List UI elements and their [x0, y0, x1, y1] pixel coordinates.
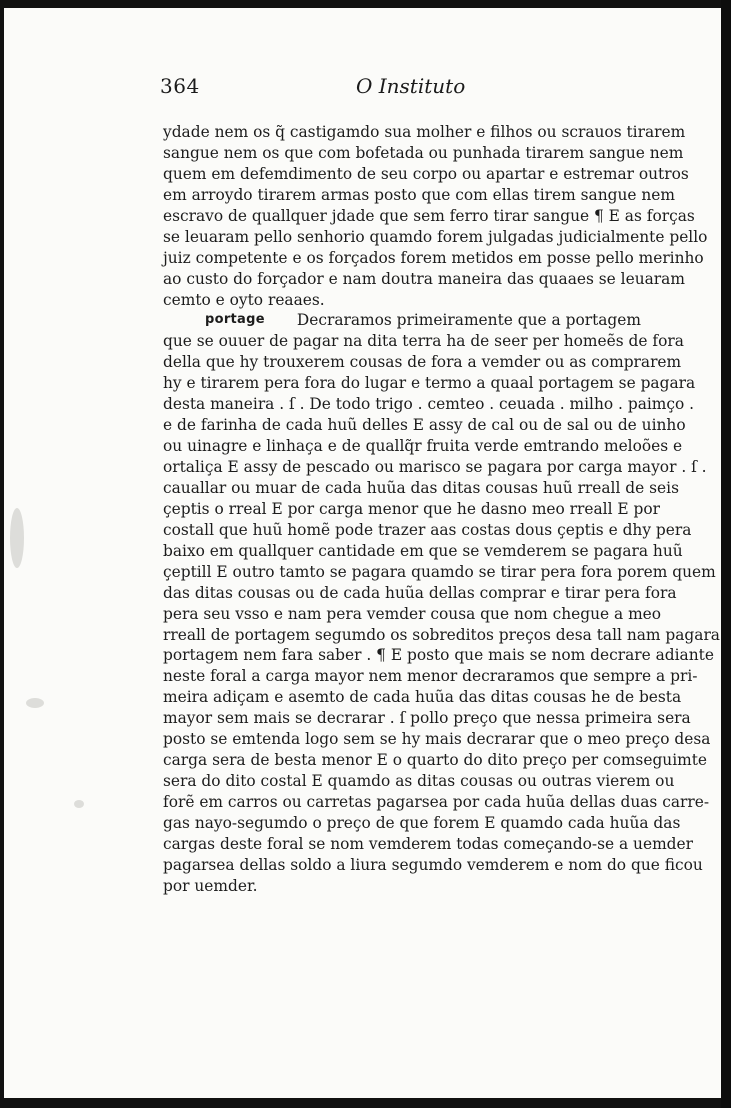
text-line: baixo em quallquer cantidade em que se vemderem se pagara huũ: [163, 541, 683, 560]
text-line: sangue nem os que com bofetada ou punhada tirarem sangue nem: [163, 143, 684, 162]
text-line: mayor sem mais se decrarar . ſ pollo preço que nessa primeira sera: [163, 709, 691, 728]
text-line: ydade nem os q̃ castigamdo sua molher e filhos ou scrauos tirarem: [163, 123, 686, 141]
text-line: e de farinha de cada huũ delles E assy de cal ou de sal ou de uinho: [163, 416, 686, 435]
text-line: çeptill E outro tamto se pagara quamdo se tirar pera fora porem quem: [163, 562, 716, 581]
text-line: posto se emtenda logo sem se hy mais decrarar que o meo preço desa: [163, 730, 711, 749]
text-line: della que hy trouxerem cousas de fora a vemder ou as comprarem: [163, 353, 682, 372]
text-line: juiz competente e os forçados forem metidos em posse pello merinho: [163, 248, 704, 267]
text-line: desta maneira . ſ . De todo trigo . cemteo . ceuada . milho . paimço .: [163, 395, 695, 414]
paper-stain: [10, 508, 24, 568]
text-line: portagem nem fara saber . ¶ E posto que mais se nom decrare adiante: [163, 646, 714, 665]
text-line: se leuaram pello senhorio quamdo forem julgadas judicialmente pello: [163, 227, 708, 246]
marginal-note: portage: [205, 312, 265, 328]
text-line: cargas deste foral se nom vemderem todas começando-se a uemder: [163, 834, 693, 853]
text-line: meira adiçam e asemto de cada huũa das ditas cousas he de besta: [163, 688, 682, 707]
paper-stain: [26, 698, 44, 708]
scan-edge: [721, 0, 731, 1108]
page-number: 364: [160, 74, 200, 98]
text-line: cauallar ou muar de cada huũa das ditas cousas huũ rreall de seis: [163, 478, 679, 497]
text-line: çeptis o rreal E por carga menor que he dasno meo rreall E por: [163, 499, 661, 518]
text-line: ao custo do forçador e nam doutra maneira das quaaes se leuaram: [163, 269, 685, 288]
text-line: ortaliça E assy de pescado ou marisco se pagara por carga mayor . ſ .: [163, 458, 707, 476]
paper-stain: [74, 800, 84, 808]
text-line: rreall de portagem segumdo os sobreditos preços desa tall nam pagara: [163, 625, 720, 644]
text-line: por uemder.: [163, 876, 258, 895]
text-line: hy e tirarem pera fora do lugar e termo a quaal portagem se pagara: [163, 374, 696, 393]
text-line: quem em defemdimento de seu corpo ou apartar e estremar outros: [163, 164, 689, 183]
text-line: cemto e oyto reaaes.: [163, 290, 325, 309]
text-line: pagarsea dellas soldo a liura segumdo vemderem e nom do que ficou: [163, 855, 703, 874]
text-line: sera do dito costal E quamdo as ditas cousas ou outras vierem ou: [163, 772, 675, 791]
running-head: [160, 68, 640, 108]
text-line: das ditas cousas ou de cada huũa dellas comprar e tirar pera fora: [163, 583, 677, 602]
text-line: neste foral a carga mayor nem menor decraramos que sempre a pri-: [163, 667, 698, 686]
section-heading-line: [163, 310, 641, 331]
text-line: costall que huũ homẽ pode trazer aas costas dous çeptis e dhy pera: [163, 520, 692, 539]
text-line: que se ouuer de pagar na dita terra ha de seer per homeẽs de fora: [163, 332, 684, 351]
text-line: carga sera de besta menor E o quarto do dito preço per comseguimte: [163, 751, 708, 770]
text-line: escravo de quallquer jdade que sem ferro tirar sangue ¶ E as forças: [163, 206, 695, 225]
text-line: pera seu vsso e nam pera vemder cousa que nom chegue a meo: [163, 604, 662, 623]
text-line: gas nayo-segumdo o preço de que forem E quamdo cada huũa das: [163, 813, 681, 832]
text-line: Decraramos primeiramente que a portagem: [296, 311, 641, 330]
text-line: em arroydo tirarem armas posto que com ellas tirem sangue nem: [163, 185, 675, 204]
text-line: ou uinagre e linhaça e de quallq̃r fruita verde emtrando meloões e: [163, 437, 683, 456]
body-text: [163, 122, 720, 897]
page-title: O Instituto: [356, 74, 466, 98]
text-line: forẽ em carros ou carretas pagarsea por cada huũa dellas duas carre-: [163, 793, 710, 811]
